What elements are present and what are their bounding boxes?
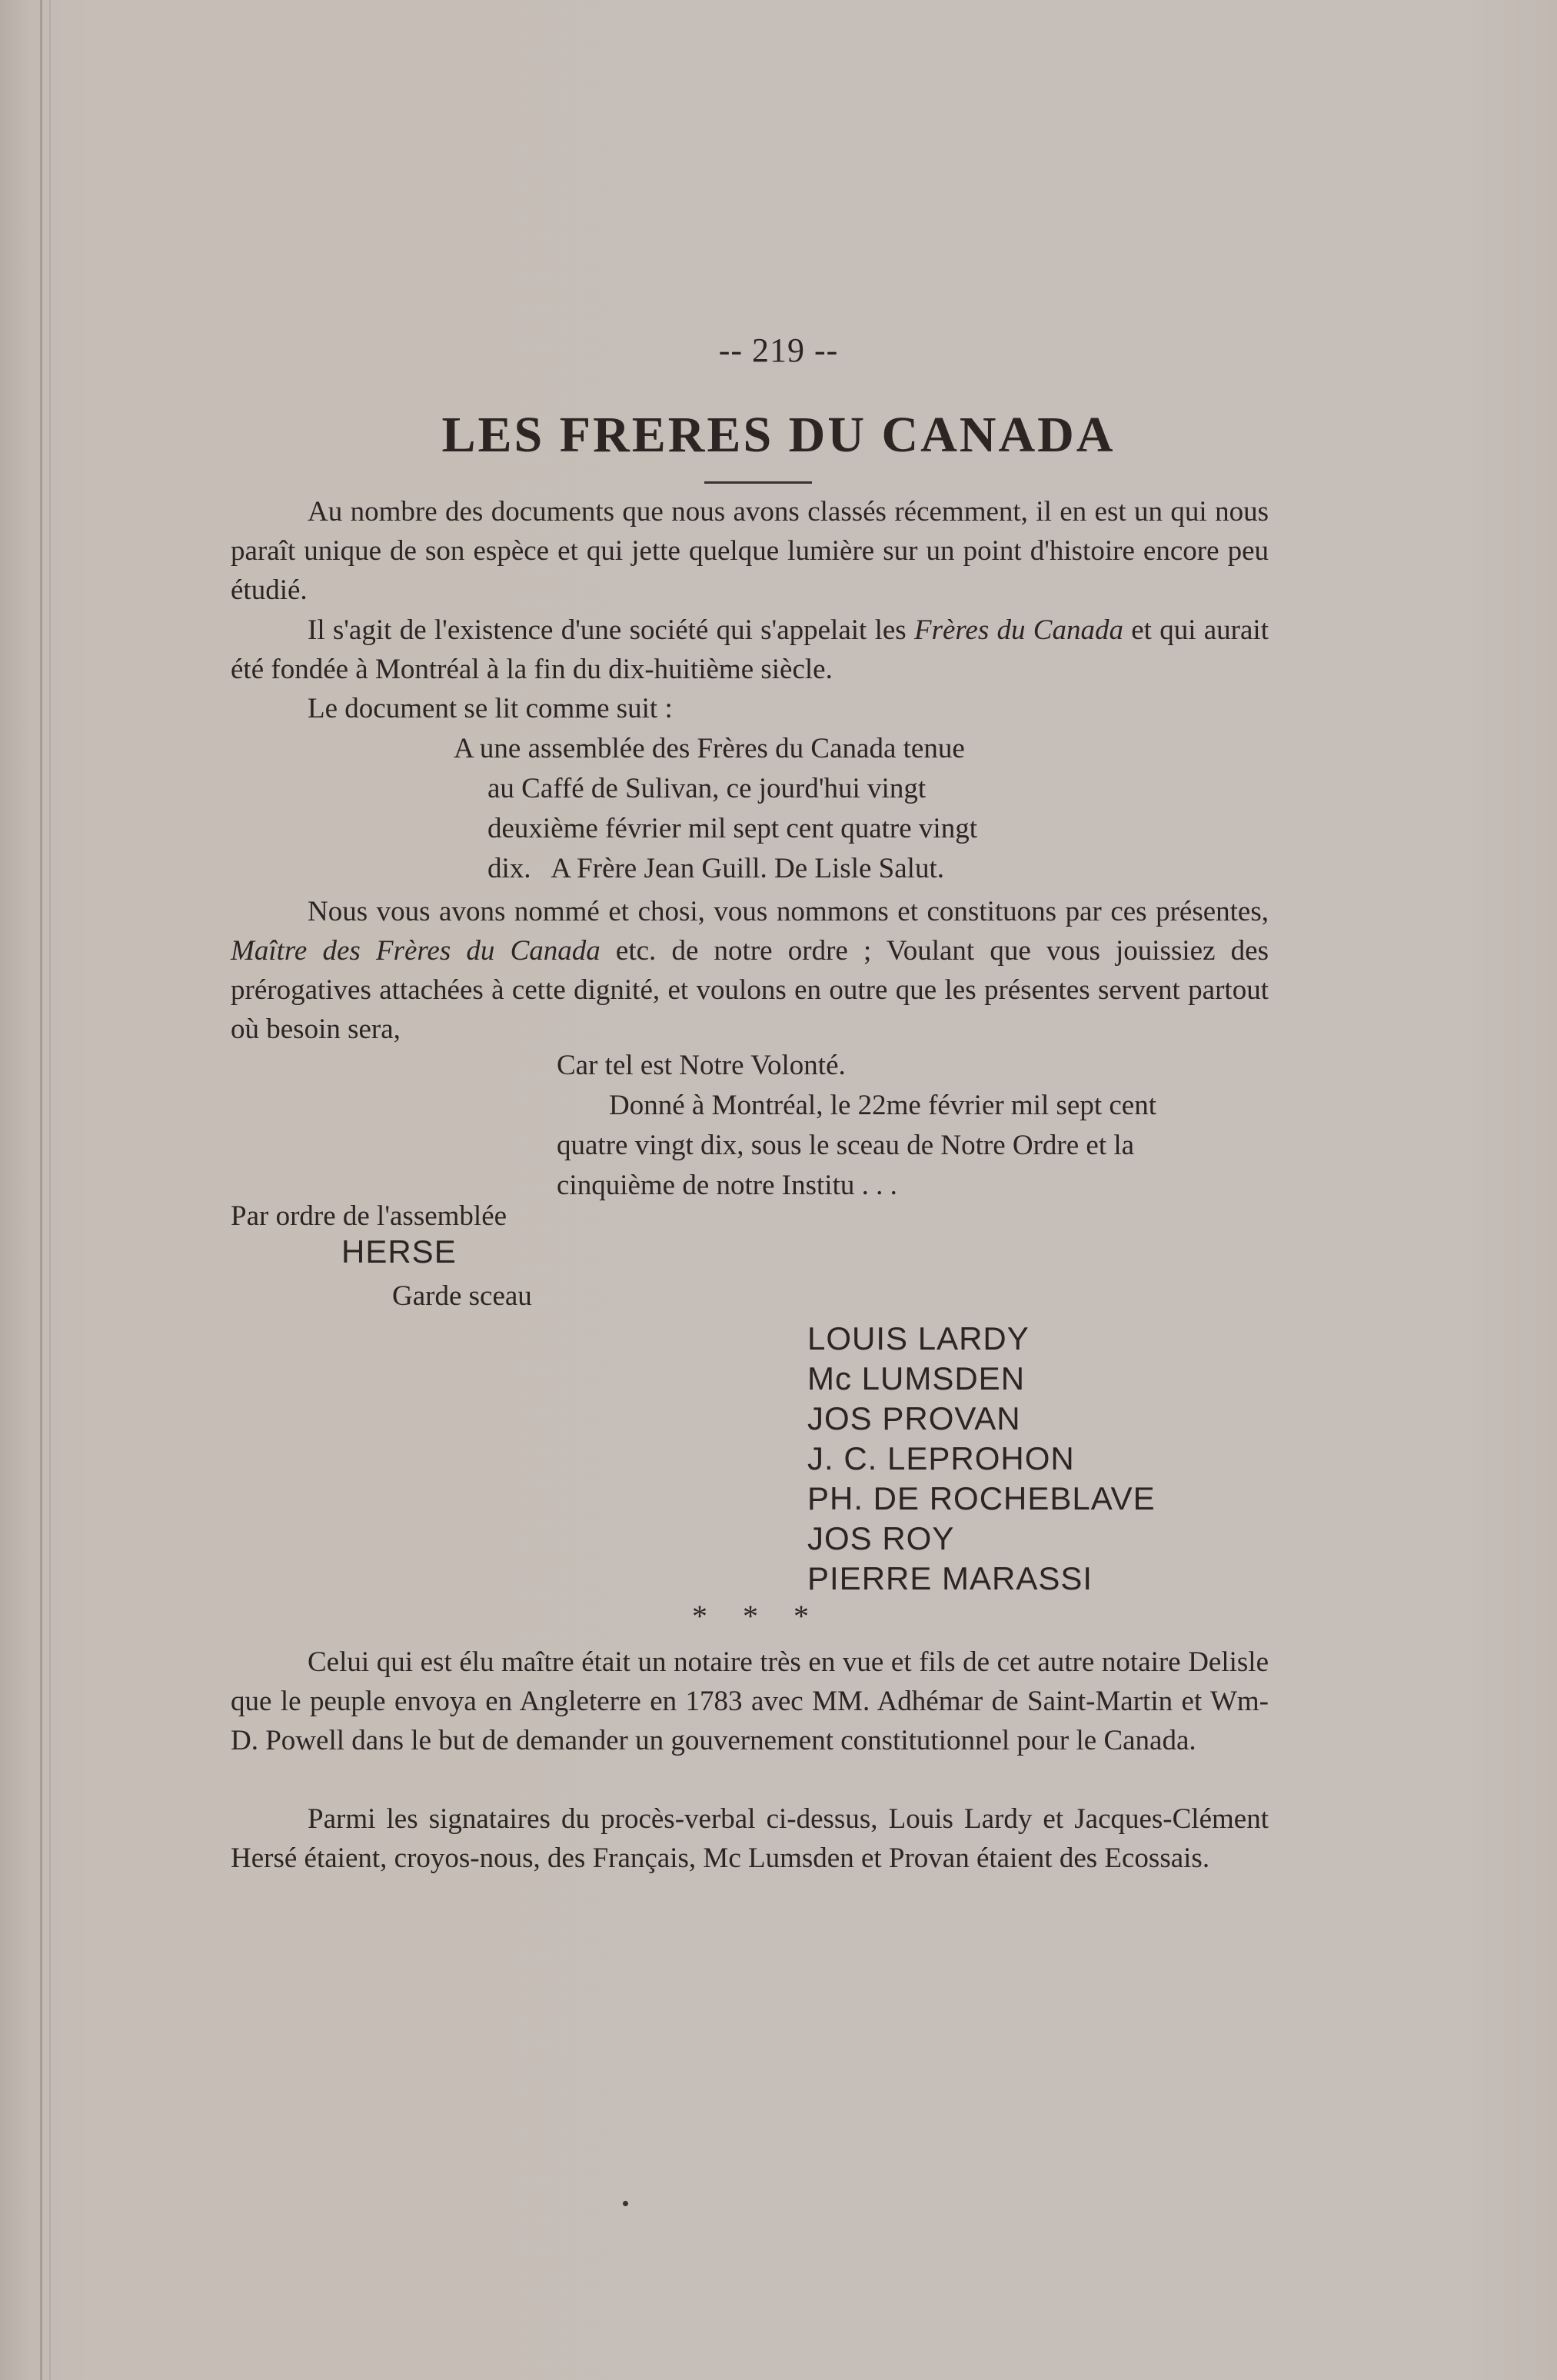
society-name: Frères du Canada <box>913 614 1123 646</box>
signatory: JOS PROVAN <box>807 1400 1021 1436</box>
decree-text-after: etc. de notre ordre ; Voulant que vous jouissiez des prérogatives attachées à cette dignité, et voulons en outre que les présentes servent partout où besoin sera, <box>231 935 1269 1045</box>
volonte-line: Car tel est Notre Volonté. <box>557 1050 846 1081</box>
decree-paragraph <box>231 892 1269 1049</box>
page-number: -- 219 -- <box>718 331 839 369</box>
signatory: J. C. LEPROHON <box>807 1440 1075 1476</box>
commentary-paragraph-1: Celui qui est élu maître était un notaire très en vue et fils de cet autre notaire Delisle que le peuple envoya en Angleterre en 1783 avec MM. Adhémar de Saint-Martin et Wm-D. Powell dans le but de demander un gouvernement constitutionnel pour le Canada. <box>231 1646 1269 1756</box>
section-separator: * * * <box>692 1599 823 1633</box>
assembly-order: Par ordre de l'assemblée <box>231 1200 507 1232</box>
quote-line-2: au Caffé de Sulivan, ce jourd'hui vingt <box>487 773 927 804</box>
donne-line-2: quatre vingt dix, sous le sceau de Notre Ordre et la <box>557 1130 1135 1161</box>
herse-name: HERSE <box>341 1233 457 1270</box>
signatory: LOUIS LARDY <box>807 1320 1030 1356</box>
commentary-paragraph-2: Parmi les signataires du procès-verbal ci-dessus, Louis Lardy et Jacques-Clément Hersé étaient, croyos-nous, des Français, Mc Lumsden et Provan étaient des Ecossais. <box>231 1803 1269 1874</box>
title-underline <box>704 481 812 484</box>
quote-line-1: A une assemblée des Frères du Canada tenue <box>454 733 965 764</box>
quote-line-4: dix. A Frère Jean Guill. De Lisle Salut. <box>487 853 944 884</box>
paper-speck <box>623 2201 628 2206</box>
decree-text-before: Nous vous avons nommé et chosi, vous nommons et constituons par ces présentes, <box>308 896 1269 927</box>
society-paragraph <box>231 611 1269 689</box>
decree-title: Maître des Frères du Canada <box>231 935 601 967</box>
document-intro: Le document se lit comme suit : <box>308 693 673 724</box>
intro-paragraph: Au nombre des documents que nous avons classés récemment, il en est un qui nous paraît unique de son espèce et qui jette quelque lumière sur un point d'histoire encore peu étudié. <box>231 496 1269 606</box>
page-title: LES FRERES DU CANADA <box>441 407 1116 463</box>
signatory: Mc LUMSDEN <box>807 1360 1026 1396</box>
society-text-before: Il s'agit de l'existence d'une société qui s'appelait les <box>308 614 914 646</box>
society-text-after: et qui aurait été fondée à Montréal à la fin du dix-huitième siècle. <box>231 614 1269 685</box>
donne-line-1: Donné à Montréal, le 22me février mil sept cent <box>609 1090 1156 1121</box>
signatory: PIERRE MARASSI <box>807 1560 1093 1596</box>
signatory: PH. DE ROCHEBLAVE <box>807 1480 1156 1516</box>
donne-line-3: cinquième de notre Institu . . . <box>557 1170 897 1201</box>
quote-line-3: deuxième février mil sept cent quatre vingt <box>487 813 977 844</box>
signatories-list <box>807 1319 1156 1599</box>
signatory: JOS ROY <box>807 1520 955 1556</box>
garde-sceau: Garde sceau <box>392 1280 532 1312</box>
